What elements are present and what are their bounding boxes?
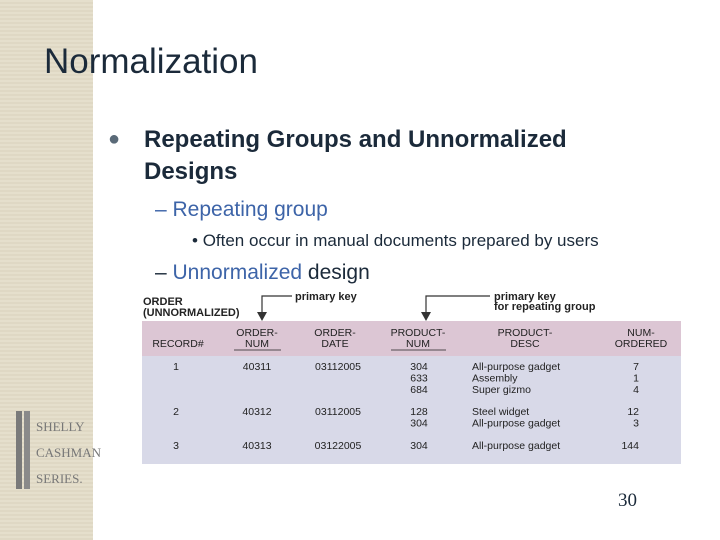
num-ordered-cell: 1 <box>633 372 639 385</box>
num-ordered-cell: 144 <box>621 440 639 452</box>
record-number-cell: 3 <box>173 440 179 452</box>
product-desc-cell: Super gizmo <box>472 384 531 396</box>
dash-icon: – <box>155 198 173 221</box>
order-date-cell: 03112005 <box>315 361 361 373</box>
primary-key-arrow-head-icon <box>257 312 267 321</box>
column-header: RECORD# <box>152 338 204 350</box>
figure-caption-unnormalized: (UNNORMALIZED) <box>143 307 240 319</box>
detail-bullet-text: Often occur in manual documents prepared by users <box>202 231 599 250</box>
order-date-cell: 03122005 <box>314 440 362 452</box>
product-num-cell: 304 <box>410 361 428 373</box>
order-date-cell: 03112005 <box>315 406 361 418</box>
column-header: NUM- <box>627 327 655 339</box>
logo-line-3: SERIES. <box>36 471 83 486</box>
product-num-cell: 304 <box>410 417 428 430</box>
bullet-dot-icon: ● <box>108 128 121 150</box>
sub-bullet-unnormalized-suffix: design <box>302 261 370 284</box>
product-desc-cell: Steel widget <box>472 406 530 418</box>
order-num-cell: 40313 <box>242 440 272 452</box>
product-desc-cell: Assembly <box>472 372 518 385</box>
main-bullet-text: Repeating Groups and Unnormalized Designs <box>144 126 567 185</box>
product-desc-cell: All-purpose gadget <box>472 417 561 430</box>
num-ordered-cell: 4 <box>633 384 639 396</box>
column-header: DESC <box>510 338 540 350</box>
small-bullet-icon: • <box>192 231 203 250</box>
column-header: ORDERED <box>614 338 668 350</box>
column-header: NUM <box>406 338 430 350</box>
product-num-cell: 304 <box>410 440 428 452</box>
page-number: 30 <box>618 490 637 511</box>
primary-key-label: primary key <box>295 291 357 303</box>
column-header: ORDER- <box>314 327 356 339</box>
repeating-key-label-line1: primary key <box>494 291 556 303</box>
column-header: DATE <box>321 338 349 350</box>
primary-key-arrow-line <box>262 296 292 318</box>
logo-line-1: SHELLY <box>36 419 85 434</box>
dash-icon: – <box>155 261 173 284</box>
column-header: PRODUCT- <box>497 327 553 339</box>
slide-title: Normalization <box>44 42 258 81</box>
sub-bullet-unnormalized-prefix: Unnormalized <box>172 261 303 284</box>
product-num-cell: 684 <box>410 384 428 396</box>
num-ordered-cell: 3 <box>633 417 639 430</box>
order-num-cell: 40311 <box>242 361 272 373</box>
record-number-cell: 1 <box>173 361 179 373</box>
record-number-cell: 2 <box>173 406 179 418</box>
product-num-cell: 633 <box>410 372 428 385</box>
logo-line-2: CASHMAN <box>36 445 102 460</box>
num-ordered-cell: 7 <box>633 361 639 373</box>
sub-bullet-repeating-text: Repeating group <box>172 198 328 221</box>
order-num-cell: 40312 <box>242 406 272 418</box>
repeating-key-arrow-line <box>426 296 490 318</box>
product-num-cell: 128 <box>410 406 428 418</box>
product-desc-cell: All-purpose gadget <box>472 361 561 373</box>
product-desc-cell: All-purpose gadget <box>472 440 561 452</box>
repeating-key-label-line2: for repeating group <box>494 301 596 313</box>
num-ordered-cell: 12 <box>627 406 639 418</box>
column-header: PRODUCT- <box>390 327 446 339</box>
figure-caption-order: ORDER <box>143 296 183 308</box>
repeating-key-arrow-head-icon <box>421 312 431 321</box>
column-header: ORDER- <box>236 327 278 339</box>
column-header: NUM <box>245 338 269 350</box>
